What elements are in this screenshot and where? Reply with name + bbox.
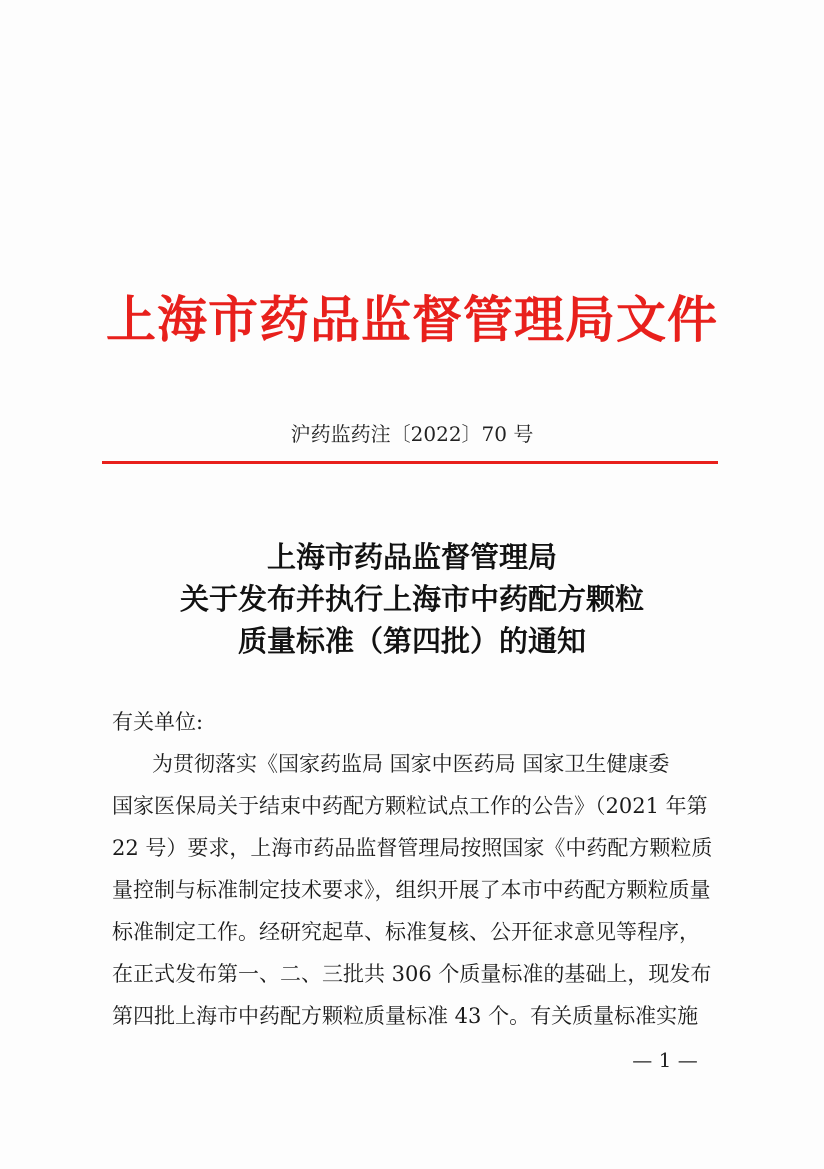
document-number: 沪药监药注〔2022〕70 号 <box>290 422 534 446</box>
body-text <box>112 701 728 1037</box>
red-divider-line <box>102 461 718 464</box>
salutation: 有关单位: <box>112 710 204 734</box>
paragraph-line: 22 号）要求，上海市药品监督管理局按照国家《中药配方颗粒质 <box>112 836 713 860</box>
paragraph-line: 为贯彻落实《国家药监局 国家中医药局 国家卫生健康委 <box>152 752 670 776</box>
paragraph-line: 在正式发布第一、二、三批共 306 个质量标准的基础上，现发布 <box>112 962 712 986</box>
paragraph-line: 国家医保局关于结束中药配方颗粒试点工作的公告》（2021 年第 <box>112 794 708 818</box>
notice-title-line: 上海市药品监督管理局 <box>266 540 557 574</box>
notice-title <box>0 536 824 662</box>
agency-header-title: 上海市药品监督管理局文件 <box>106 290 718 349</box>
page-number: — 1 — <box>632 1048 698 1072</box>
paragraph-line: 标准制定工作。经研究起草、标准复核、公开征求意见等程序， <box>112 920 700 944</box>
notice-title-line: 关于发布并执行上海市中药配方颗粒 <box>179 582 644 616</box>
paragraph-line: 第四批上海市中药配方颗粒质量标准 43 个。有关质量标准实施 <box>112 1004 699 1028</box>
notice-title-line: 质量标准（第四批）的通知 <box>237 624 586 658</box>
paragraph-line: 量控制与标准制定技术要求》，组织开展了本市中药配方颗粒质量 <box>112 878 711 902</box>
